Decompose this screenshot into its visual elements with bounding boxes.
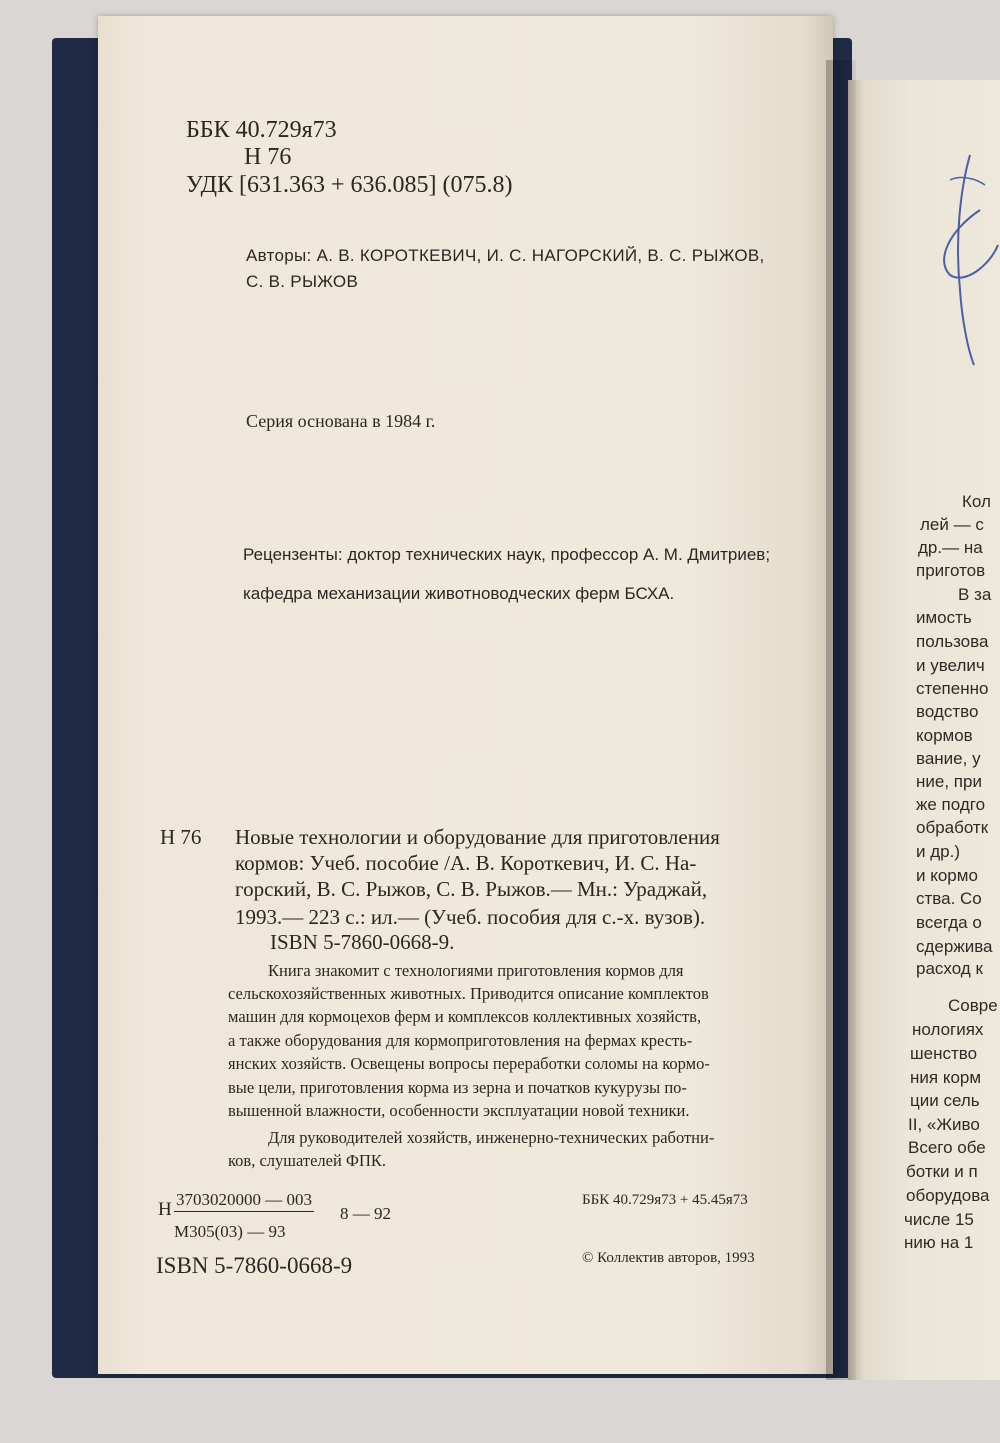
annotation-line: а также оборудования для кормоприготовления на фермах кресть- — [228, 1031, 693, 1050]
right-line: степенно — [916, 679, 989, 698]
index-letter: Н — [158, 1199, 172, 1220]
annotation-line: сельскохозяйственных животных. Приводится описание комплектов — [228, 984, 709, 1003]
right-line: же подго — [916, 795, 986, 814]
copyright: © Коллектив авторов, 1993 — [582, 1250, 755, 1266]
annotation-line: янских хозяйств. Освещены вопросы переработки соломы на кормо- — [228, 1054, 710, 1073]
index-denominator: М305(03) — 93 — [174, 1222, 286, 1241]
annotation-line: машин для кормоцехов ферм и комплексов коллективных хозяйств, — [228, 1007, 702, 1026]
right-line: и др.) — [916, 842, 960, 861]
right-line: Кол — [962, 492, 991, 511]
entry-code: Н 76 — [160, 825, 202, 849]
right-line: имость — [916, 608, 972, 627]
right-line: сдержива — [916, 937, 993, 956]
entry-line: Новые технологии и оборудование для приготовления — [235, 825, 720, 849]
right-line: нию на 1 — [904, 1233, 974, 1252]
right-line: ства. Со — [916, 889, 982, 908]
right-line: В за — [958, 585, 992, 604]
right-line: и увелич — [916, 656, 985, 675]
entry-line: кормов: Учеб. пособие /А. В. Короткевич, И. С. На- — [235, 851, 697, 875]
right-line: и кормо — [916, 866, 978, 885]
entry-isbn: ISBN 5-7860-0668-9. — [270, 930, 455, 954]
bbk-code: ББК 40.729я73 — [186, 117, 337, 143]
right-line: обработк — [916, 818, 989, 837]
annotation-line: вышенной влажности, особенности эксплуатации новой техники. — [228, 1101, 690, 1120]
right-line: числе 15 — [904, 1210, 974, 1229]
right-line: др.— на — [918, 538, 983, 557]
right-line: Всего обе — [908, 1138, 986, 1157]
right-line: расход к — [916, 959, 983, 978]
right-line: ния корм — [910, 1068, 982, 1087]
annotation-line: Для руководителей хозяйств, инженерно-технических работни- — [268, 1128, 715, 1147]
right-line: ботки и п — [906, 1162, 978, 1181]
reviewers-line-2: кафедра механизации животноводческих ферм БСХА. — [243, 584, 675, 603]
right-line: ние, при — [916, 772, 982, 791]
right-line: лей — с — [920, 515, 984, 534]
book-gutter — [826, 60, 856, 1380]
series-note: Серия основана в 1984 г. — [246, 411, 436, 431]
entry-line: горский, В. С. Рыжов, С. В. Рыжов.— Мн.: Ураджай, — [235, 877, 708, 901]
index-suffix: 8 — 92 — [340, 1204, 391, 1223]
right-line: всегда о — [916, 913, 982, 932]
right-line: нологиях — [912, 1020, 984, 1039]
annotation-line: ков, слушателей ФПК. — [228, 1151, 387, 1170]
right-line: приготов — [916, 561, 986, 580]
reviewers-line-1: Рецензенты: доктор технических наук, профессор А. М. Дмитриев; — [243, 545, 771, 564]
entry-line: 1993.— 223 с.: ил.— (Учеб. пособия для с.-х. вузов). — [235, 905, 706, 929]
annotation-line: вые цели, приготовления корма из зерна и початков кукурузы по- — [228, 1078, 687, 1097]
annotation-line: Книга знакомит с технологиями приготовления кормов для — [268, 961, 684, 980]
right-line: ции сель — [910, 1091, 980, 1110]
right-line: Совре — [948, 996, 998, 1015]
authors-line-1: Авторы: А. В. КОРОТКЕВИЧ, И. С. НАГОРСКИЙ, В. С. РЫЖОВ, — [246, 246, 765, 265]
bbk-bottom: ББК 40.729я73 + 45.45я73 — [582, 1192, 748, 1208]
handwritten-signature-icon — [930, 150, 1000, 370]
right-line: кормов — [916, 726, 973, 745]
author-mark: Н 76 — [244, 144, 292, 170]
right-line: вание, у — [916, 749, 981, 768]
right-line: оборудова — [906, 1186, 990, 1205]
right-line: пользова — [916, 632, 989, 651]
right-line: водство — [916, 702, 979, 721]
index-numerator: 3703020000 — 003 — [174, 1190, 314, 1212]
left-page — [98, 16, 833, 1374]
authors-line-2: С. В. РЫЖОВ — [246, 272, 359, 291]
right-line: шенство — [910, 1044, 978, 1063]
right-line: II, «Живо — [908, 1115, 980, 1134]
udk-code: УДК [631.363 + 636.085] (075.8) — [186, 172, 513, 198]
isbn-bottom: ISBN 5-7860-0668-9 — [156, 1253, 353, 1278]
